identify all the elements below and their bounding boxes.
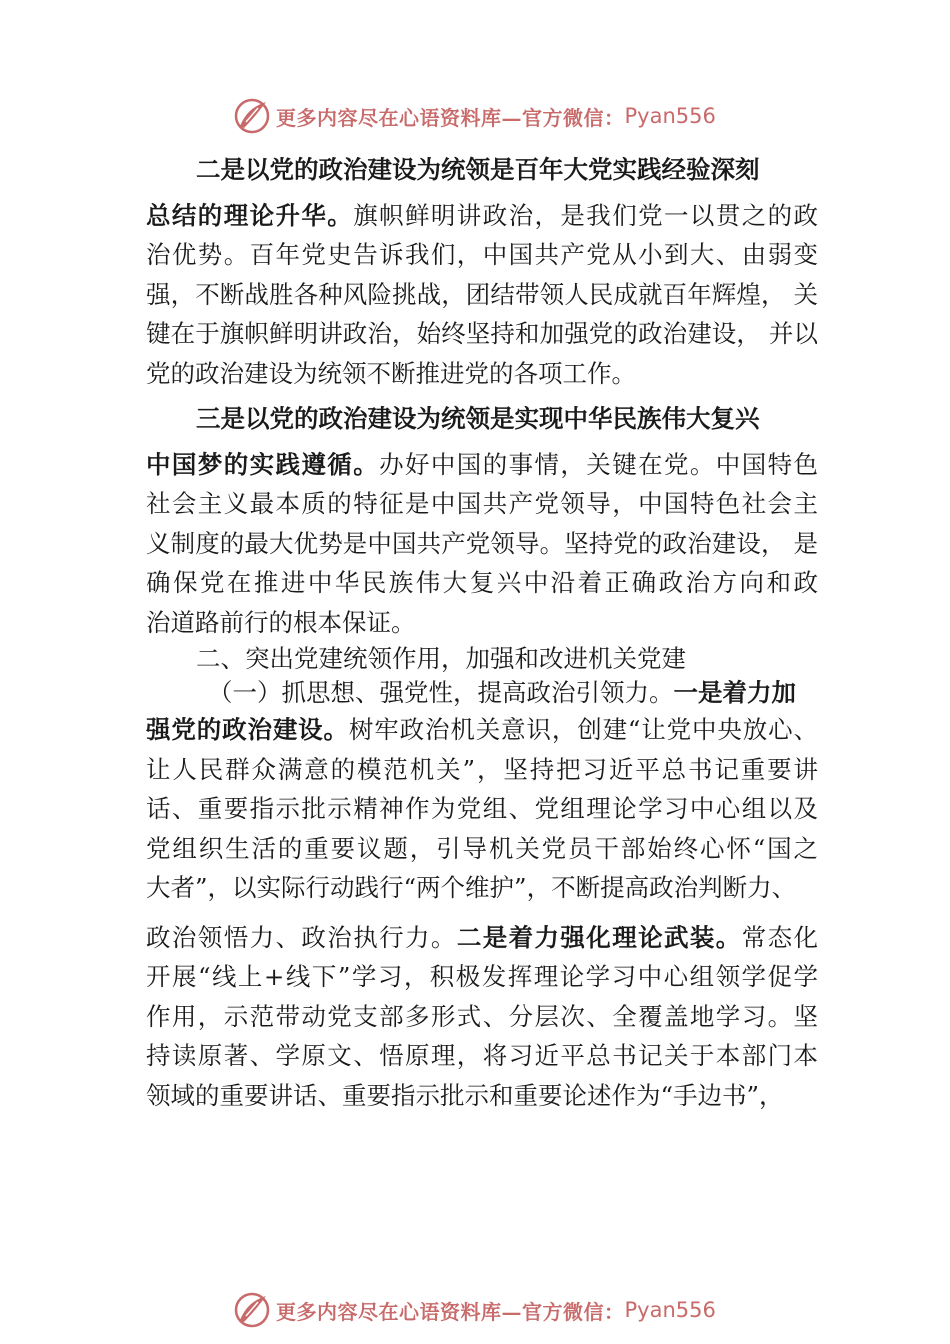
body-text: 让人民群众满意的模范机关”，坚持把习近平总书记重要讲	[146, 754, 818, 784]
body-text: 党组织生活的重要议题，引导机关党员干部始终心怀“国之	[146, 833, 818, 863]
body-text: 大者”，以实际行动践行“两个维护”，不断提高政治判断力、	[146, 873, 797, 902]
paragraph-line	[146, 603, 818, 643]
bold-lead-text: 总结的理论升华。	[146, 200, 354, 230]
body-text: （一）抓思想、强党性，提高政治引领力。	[208, 678, 674, 707]
paragraph-line	[146, 1076, 818, 1116]
paragraph-line	[146, 710, 818, 750]
body-text: 社会主义最本质的特征是中国共产党领导，中国特色社会主	[146, 489, 818, 518]
body-text: 强，不断战胜各种风险挑战，团结带领人民成就百年辉煌， 关	[146, 279, 818, 309]
body-text: 持读原著、学原文、悟原理，将习近平总书记关于本部门本	[146, 1041, 818, 1070]
paragraph-line	[146, 829, 818, 869]
body-text: 确保党在推进中华民族伟大复兴中沿着正确政治方向和政	[146, 568, 818, 597]
paragraph-line	[146, 563, 818, 603]
paragraph-line	[146, 354, 818, 394]
pen-logo-icon	[232, 1290, 272, 1330]
pen-logo-icon	[232, 96, 272, 136]
banner-wechat-id: Pyan556	[624, 104, 716, 128]
paragraph-line	[146, 676, 818, 710]
paragraph-line	[146, 1036, 818, 1076]
paragraph-line	[146, 957, 818, 997]
paragraph-line	[146, 484, 818, 524]
banner-text: 更多内容尽在心语资料库—官方微信：	[276, 105, 625, 130]
paragraph-line	[146, 314, 818, 354]
banner-text: 更多内容尽在心语资料库—官方微信：	[276, 1299, 625, 1324]
section-heading-line	[146, 642, 818, 676]
body-text: 键在于旗帜鲜明讲政治，始终坚持和加强党的政治建设， 并以	[146, 319, 818, 348]
body-text: 话、重要指示批示精神作为党组、党组理论学习中心组以及	[146, 794, 818, 823]
paragraph-line	[146, 997, 818, 1037]
paragraph-line	[146, 235, 818, 275]
header-watermark-banner	[232, 96, 716, 136]
body-text: 治优势。百年党史告诉我们，中国共产党从小到大、由弱变	[146, 240, 818, 269]
paragraph-line	[146, 750, 818, 790]
paragraph-line	[146, 524, 818, 564]
paragraph-line	[146, 150, 818, 190]
body-text: 治道路前行的根本保证。	[146, 607, 416, 637]
paragraph-line	[146, 275, 818, 315]
body-text: 开展“线上+线下”学习，积极发挥理论学习中心组领学促学	[146, 962, 818, 991]
paragraph-line	[146, 918, 818, 958]
bold-lead-text: 二是以党的政治建设为统领是百年大党实践经验深刻	[196, 155, 760, 184]
body-text: 树牢政治机关意识，创建“让党中央放心、	[348, 715, 819, 744]
body-text: 办好中国的事情，关键在党。中国特色	[379, 449, 819, 479]
paragraph-line	[146, 196, 818, 236]
body-text: 义制度的最大优势是中国共产党领导。坚持党的政治建设， 是	[146, 528, 818, 558]
document-body	[146, 150, 818, 1115]
footer-watermark-banner	[232, 1290, 716, 1330]
bold-lead-text: 中国梦的实践遵循。	[146, 449, 380, 479]
body-text: 二、突出党建统领作用，加强和改进机关党建	[196, 644, 686, 673]
paragraph-line	[146, 445, 818, 485]
body-text: 政治领悟力、政治执行力。	[146, 922, 457, 952]
bold-lead-text: 三是以党的政治建设为统领是实现中华民族伟大复兴	[196, 404, 760, 433]
paragraph-line	[146, 399, 818, 439]
bold-lead-text: 二是着力强化理论武装。	[456, 922, 742, 952]
body-text: 党的政治建设为统领不断推进党的各项工作。	[146, 358, 636, 388]
paragraph-line	[146, 789, 818, 829]
body-text: 旗帜鲜明讲政治，是我们党一以贯之的政	[353, 200, 819, 230]
paragraph-line	[146, 868, 818, 908]
bold-lead-text: 强党的政治建设。	[146, 715, 349, 744]
bold-lead-text: 一是着力加	[673, 678, 796, 707]
body-text: 领域的重要讲话、重要指示批示和重要论述作为“手边书”，	[146, 1080, 784, 1110]
body-text: 作用，示范带动党支部多形式、分层次、全覆盖地学习。坚	[146, 1001, 818, 1031]
body-text: 常态化	[741, 922, 819, 952]
banner-wechat-id: Pyan556	[624, 1298, 716, 1322]
